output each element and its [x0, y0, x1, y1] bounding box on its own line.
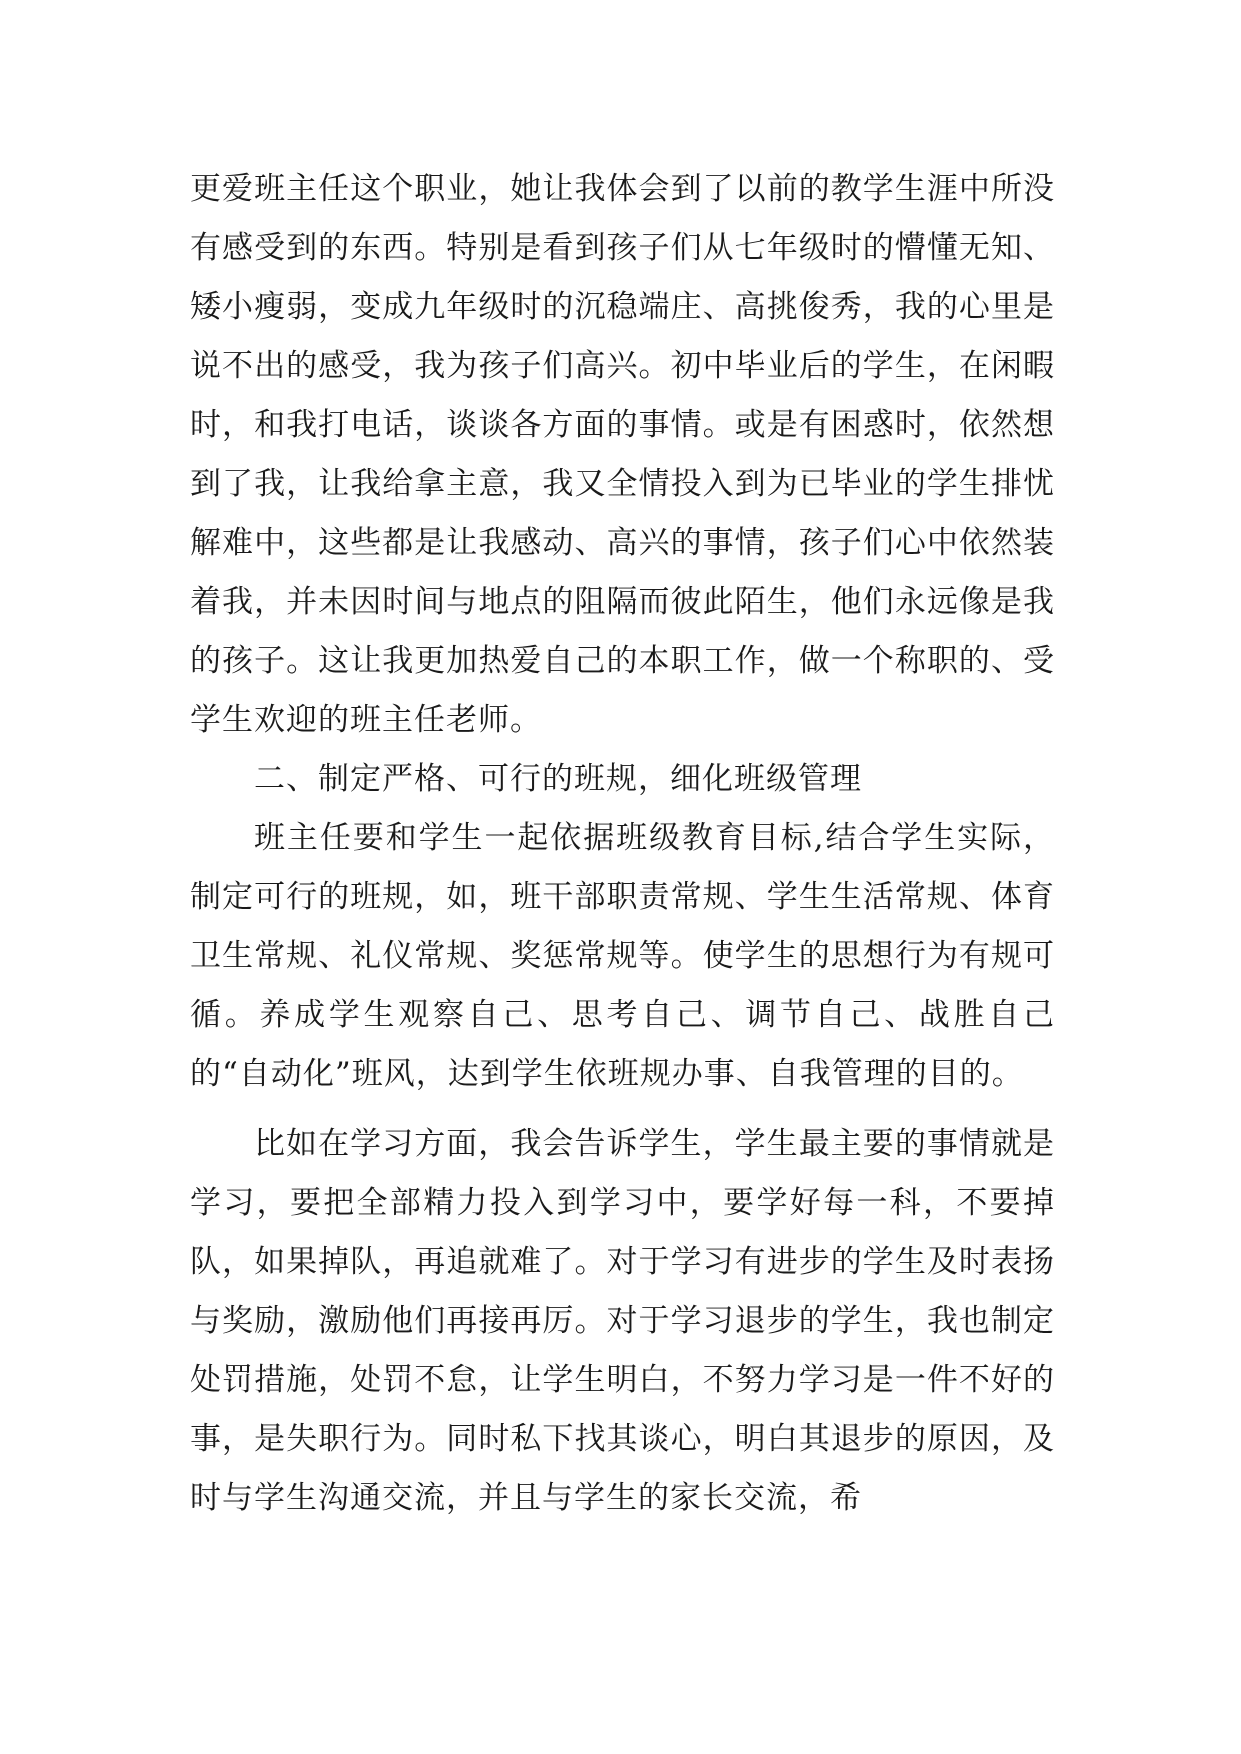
section-heading-class-rules: 二、制定严格、可行的班规，细化班级管理: [254, 761, 862, 797]
paragraph-class-rules: 班主任要和学生一起依据班级教育目标,结合学生实际，制定可行的班规，如，班干部职责常规、学生生活常规、体育卫生常规、礼仪常规、奖惩常规等。使学生的思想行为有规可循。养成学生观察自己、思考自己、调节自己、战胜自己的“自动化”班风，达到学生依班规办事、自我管理的目的。: [190, 820, 1055, 1092]
paragraph-closing-reflection: 更爱班主任这个职业，她让我体会到了以前的教学生涯中所没有感受到的东西。特别是看到孩子们从七年级时的懵懂无知、矮小瘦弱，变成九年级时的沉稳端庄、高挑俊秀，我的心里是说不出的感受，我为孩子们高兴。初中毕业后的学生，在闲暇时，和我打电话，谈谈各方面的事情。或是有困惑时，依然想到了我，让我给拿主意，我又全情投入到为已毕业的学生排忧解难中，这些都是让我感动、高兴的事情，孩子们心中依然装着我，并未因时间与地点的阻隔而彼此陌生，他们永远像是我的孩子。这让我更加热爱自己的本职工作，做一个称职的、受学生欢迎的班主任老师。: [190, 171, 1055, 738]
paragraph-study-example: 比如在学习方面，我会告诉学生，学生最主要的事情就是学习，要把全部精力投入到学习中，要学好每一科，不要掉队，如果掉队，再追就难了。对于学习有进步的学生及时表扬与奖励，激励他们再接再厉。对于学习退步的学生，我也制定处罚措施，处罚不怠，让学生明白，不努力学习是一件不好的事，是失职行为。同时私下找其谈心，明白其退步的原因，及时与学生沟通交流，并且与学生的家长交流，希: [190, 1126, 1055, 1516]
document-body: [190, 160, 1055, 1528]
